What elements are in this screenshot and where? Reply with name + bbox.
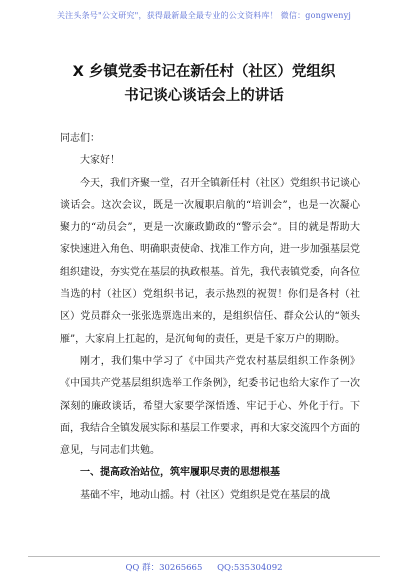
footer-qq-group: QQ 群：30265665 [125, 563, 203, 573]
section-heading: 一、提高政治站位，筑牢履职尽责的思想根基 [80, 467, 280, 479]
section-paragraph: 基础不牢，地动山摇。村（社区）党组织是党在基层的战 [80, 489, 330, 501]
paragraph-1: 今天，我们齐聚一堂，召开全镇新任村（社区）党组织书记谈心谈话会。这次会议，既是一次履职启航的“培训会”，也是一次凝心聚力的“动员会”，更是一次廉政勤政的“警示会”。目的就是帮助大家快速进入角色、明确职责使命、找准工作方向，进一步加强基层党组织建设，夯实党在基层的执政根基。首先，我代表镇党委，向各位当选的村（社区）党组织书记，表示热烈的祝贺！你们是各村（社区）党员群众一张张选票选出来的，是组织信任、群众公认的“领头雁”，大家肩上扛起的，是沉甸甸的责任，更是千家万户的期盼。 [60, 177, 360, 345]
footer-divider [28, 556, 380, 557]
footer-qq: QQ:535304092 [217, 563, 283, 573]
page-title-line-1: X 乡镇党委书记在新任村（社区）党组织 [72, 64, 336, 80]
header-note: 关注头条号"公文研究"，获得最新最全最专业的公文资料库！ 微信：gongwenyj [56, 11, 352, 20]
footer [0, 561, 408, 573]
speech-body [60, 128, 360, 507]
paragraph-2: 刚才，我们集中学习了《中国共产党农村基层组织工作条例》《中国共产党基层组织选举工作条例》，纪委书记也给大家作了一次深刻的廉政谈话，希望大家要学深悟透、牢记于心、外化于行。下面，我结合全镇发展实际和基层工作要求，再和大家交流四个方面的意见，与同志们共勉。 [60, 355, 360, 457]
greeting: 大家好！ [80, 155, 120, 167]
salutation: 同志们： [60, 133, 100, 144]
page-title-line-2: 书记谈心谈话会上的讲话 [124, 88, 284, 104]
